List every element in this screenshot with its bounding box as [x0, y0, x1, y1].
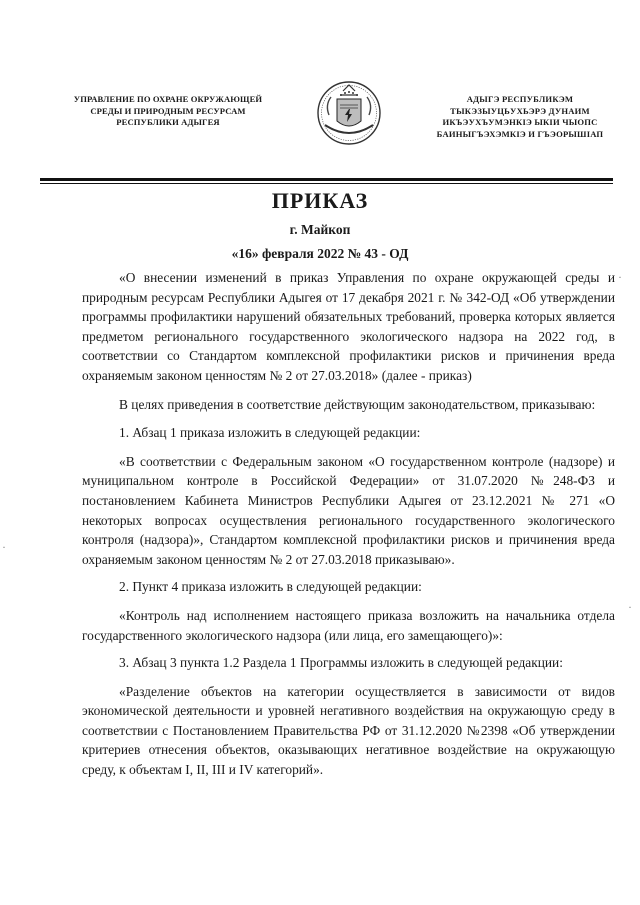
header-divider-thin — [40, 183, 613, 184]
header-left-line: СРЕДЫ И ПРИРОДНЫМ РЕСУРСАМ — [90, 105, 246, 116]
paragraph-item-1-quote: «В соответствии с Федеральным законом «О государственном контроле (надзоре) и муниципальном контроле в Российской Федерации» от 31.07.2020 №248-ФЗ и постановлением Кабинета Министров Республики Адыгея от 23.12.2021 № 271 «О некоторых вопросах осуществления регионального государственного экологического контроля (надзора)», Стандартом комплексной профилактики рисков и причинения вреда охраняемым законом ценностям № 2 от 27.03.2018 приказываю». — [82, 453, 615, 567]
paragraph-preamble: «О внесении изменений в приказ Управления по охране окружающей среды и природным ресурсам Республики Адыгея от 17 декабря 2021 г. № 342-ОД «Об утверждении программы профилактики нарушений обязательных требований, проверка которых является предметом регионального государственного экологического надзора на 2022 год, в соответствии со Стандартом комплексной профилактики рисков и причинения вреда охраняемым законом ценностям № 2 от 27.03.2018» (далее - приказ) — [82, 270, 615, 383]
header-ministry-russian — [52, 94, 284, 129]
document-body — [82, 268, 615, 780]
header-right-line: АДЫГЭ РЕСПУБЛИКЭМ — [466, 94, 574, 104]
header-right-line: БАИНЫГЪЭХЭМКІЭ И ГЪЭОРЫШІАП — [436, 128, 604, 139]
paragraph-order: В целях приведения в соответствие действующим законодательством, приказываю: — [119, 396, 596, 412]
paragraph-item-1: 1. Абзац 1 приказа изложить в следующей редакции: — [119, 425, 421, 441]
paragraph-item-2-quote: «Контроль над исполнением настоящего приказа возложить на начальника отдела государственного экологического надзора (или лица, его замещающего)»: — [82, 607, 615, 643]
header-right-line: ИКЪЭУХЪУМЭНКІЭ ЫКІИ ЧЫОПС — [442, 117, 598, 127]
paragraph-item-3: 3. Абзац 3 пункта 1.2 Раздела 1 Программы изложить в следующей редакции: — [119, 655, 563, 671]
header-right-line: ТЫКЭЗЫУЦЬУХЬЭРЭ ДУНАИМ — [450, 105, 590, 116]
document-city: г. Майкоп — [289, 222, 351, 237]
document-title: ПРИКАЗ — [271, 188, 369, 213]
coat-of-arms-emblem-icon — [314, 77, 384, 149]
scan-mark: · — [618, 270, 622, 284]
header-ministry-adyghe — [404, 94, 636, 140]
paragraph-item-3-quote: «Разделение объектов на категории осуществляется в зависимости от видов экономической деятельности и уровней негативного воздействия на окружающую среду в соответствии с Постановлением Правительства РФ от 31.12.2020 №2398 «Об утверждении критериев отнесения объектов, оказывающих негативное воздействие на окружающую среду, к объектам I, II, III и IV категорий». — [82, 683, 615, 778]
scan-mark: · — [2, 540, 6, 554]
header-left-line: РЕСПУБЛИКИ АДЫГЕЯ — [116, 117, 220, 127]
header-divider-thick — [40, 178, 613, 181]
paragraph-item-2: 2. Пункт 4 приказа изложить в следующей редакции: — [119, 579, 422, 595]
document-date-number: «16» февраля 2022 № 43 - ОД — [231, 246, 409, 261]
scan-mark: · — [628, 600, 632, 614]
header-left-line: УПРАВЛЕНИЕ ПО ОХРАНЕ ОКРУЖАЮЩЕЙ — [73, 94, 263, 104]
